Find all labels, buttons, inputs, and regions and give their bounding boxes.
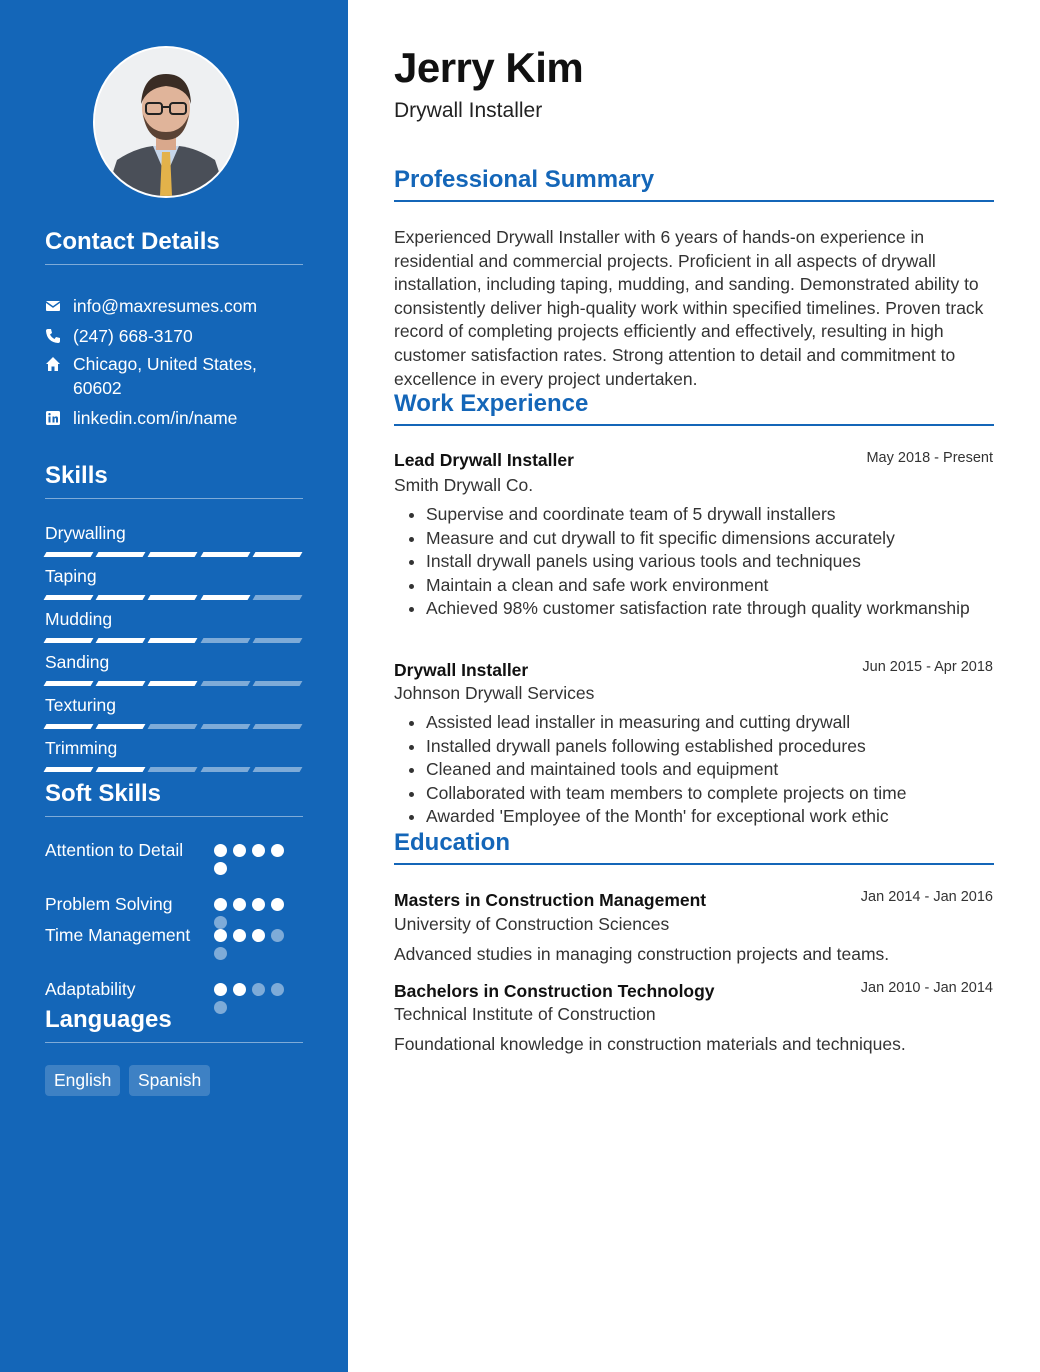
skill-level-bar (45, 724, 301, 729)
skill-name: Mudding (45, 609, 113, 629)
rating-dot (214, 983, 227, 996)
phone-icon (45, 328, 61, 344)
skill-level-segment (200, 681, 250, 686)
rating-dot (233, 983, 246, 996)
job-bullet: • Install drywall panels using various tools and techniques (426, 550, 1036, 574)
skill-level-segment (252, 638, 302, 643)
skill-level-segment (148, 595, 198, 600)
skill-name: Texturing (45, 695, 117, 715)
address-line-1: Chicago, United States, (73, 354, 257, 374)
address-line-2: 60602 (73, 378, 122, 398)
rating-dot (214, 844, 227, 857)
skill-level-segment (44, 724, 94, 729)
soft-skill-rating (214, 844, 294, 875)
rating-dot (233, 844, 246, 857)
experience-heading: Work Experience (394, 390, 994, 426)
candidate-role: Drywall Installer (394, 99, 543, 122)
skill-level-segment (200, 552, 250, 557)
contact-linkedin[interactable] (45, 406, 303, 430)
skill-level-segment (200, 638, 250, 643)
skill-level-segment (200, 724, 250, 729)
skill-level-segment (252, 681, 302, 686)
sidebar (0, 0, 348, 1372)
degree-dates: Jan 2010 - Jan 2014 (860, 980, 993, 996)
job-company: Johnson Drywall Services (394, 683, 595, 703)
skill-level-segment (96, 552, 146, 557)
skill-name: Taping (45, 566, 97, 586)
degree-description: Foundational knowledge in construction materials and techniques. (394, 1034, 906, 1054)
job-bullet: • Supervise and coordinate team of 5 drywall installers (426, 503, 1036, 527)
job-bullet: • Cleaned and maintained tools and equipment (426, 758, 1036, 782)
skill-level-bar (45, 552, 301, 557)
degree-dates: Jan 2014 - Jan 2016 (860, 889, 993, 905)
contact-email-text: info@maxresumes.com (73, 296, 258, 316)
contact-linkedin-text: linkedin.com/in/name (73, 408, 238, 428)
rating-dot (233, 929, 246, 942)
job-bullet: • Installed drywall panels following established procedures (426, 735, 1036, 759)
skill-level-segment (252, 552, 302, 557)
job-bullet: • Awarded 'Employee of the Month' for exceptional work ethic (426, 805, 1036, 829)
rating-dot (252, 929, 265, 942)
contact-details-heading: Contact Details (45, 228, 303, 265)
soft-skill-name: Time Management (45, 925, 191, 945)
home-icon (45, 356, 61, 372)
contact-phone[interactable] (45, 324, 303, 348)
skill-name: Sanding (45, 652, 110, 672)
skill-level-segment (200, 595, 250, 600)
profile-photo (95, 48, 237, 196)
summary-text: Experienced Drywall Installer with 6 years of hands-on experience in residential and commercial projects. Proficient in all aspects of drywall installation, including taping, mudding, and sanding. Demonstrated ability to consistently deliver high-quality work within specified timelines. Proven track record of completing projects efficiently and effectively, resulting in high customer satisfaction rates. Strong attention to detail and commitment to excellence in every project undertaken. (394, 227, 984, 389)
skill-level-segment (148, 638, 198, 643)
rating-dot (214, 898, 227, 911)
soft-skill-name: Problem Solving (45, 894, 173, 914)
skill-level-segment (96, 724, 146, 729)
job-bullet: • Collaborated with team members to complete projects on time (426, 782, 1036, 806)
rating-dot (252, 983, 265, 996)
job-dates: May 2018 - Present (866, 450, 993, 466)
degree-title: Bachelors in Construction Technology (394, 981, 715, 1001)
skill-level-bar (45, 638, 301, 643)
contact-email[interactable] (45, 294, 303, 318)
skill-level-segment (252, 595, 302, 600)
skill-level-segment (148, 681, 198, 686)
skill-level-segment (148, 552, 198, 557)
skill-level-segment (44, 681, 94, 686)
soft-skills-heading: Soft Skills (45, 780, 303, 817)
skill-name: Trimming (45, 738, 118, 758)
envelope-icon (45, 298, 61, 314)
job-bullet: • Assisted lead installer in measuring and cutting drywall (426, 711, 1036, 735)
degree-description: Advanced studies in managing construction projects and teams. (394, 944, 890, 964)
job-bullet: • Maintain a clean and safe work environment (426, 574, 1036, 598)
job-company: Smith Drywall Co. (394, 475, 534, 495)
rating-dot (214, 862, 227, 875)
skill-level-segment (44, 595, 94, 600)
skill-level-segment (96, 595, 146, 600)
job-bullet: • Achieved 98% customer satisfaction rate through quality workmanship (426, 597, 1036, 621)
language-badge-spanish: Spanish (129, 1065, 210, 1096)
contact-address (45, 352, 303, 400)
skill-level-bar (45, 595, 301, 600)
skill-level-bar (45, 767, 301, 772)
rating-dot (214, 929, 227, 942)
skill-level-segment (96, 681, 146, 686)
soft-skill-rating (214, 929, 294, 960)
soft-skill-name: Adaptability (45, 979, 136, 999)
skill-level-segment (44, 767, 94, 772)
candidate-name: Jerry Kim (394, 44, 584, 91)
skill-level-segment (148, 724, 198, 729)
rating-dot (252, 844, 265, 857)
skill-level-segment (148, 767, 198, 772)
summary-heading: Professional Summary (394, 166, 994, 202)
soft-skill-name: Attention to Detail (45, 840, 184, 860)
rating-dot (233, 898, 246, 911)
rating-dot (271, 929, 284, 942)
job-bullets (394, 711, 1036, 829)
skill-level-segment (96, 638, 146, 643)
language-badge-english: English (45, 1065, 120, 1096)
job-title: Drywall Installer (394, 660, 529, 680)
job-title: Lead Drywall Installer (394, 450, 574, 470)
education-heading: Education (394, 829, 994, 865)
skill-name: Drywalling (45, 523, 126, 543)
contact-address-text (73, 352, 257, 400)
rating-dot (271, 844, 284, 857)
skills-heading: Skills (45, 462, 303, 499)
rating-dot (252, 898, 265, 911)
degree-title: Masters in Construction Management (394, 890, 707, 910)
job-bullet: • Measure and cut drywall to fit specific dimensions accurately (426, 527, 1036, 551)
rating-dot (214, 916, 227, 929)
skill-level-segment (44, 552, 94, 557)
rating-dot (271, 983, 284, 996)
contact-phone-text: (247) 668-3170 (73, 326, 193, 346)
skill-level-bar (45, 681, 301, 686)
skill-level-segment (252, 767, 302, 772)
avatar (93, 46, 239, 198)
soft-skill-rating (214, 898, 294, 929)
skill-level-segment (200, 767, 250, 772)
school-name: Technical Institute of Construction (394, 1004, 656, 1024)
skill-level-segment (44, 638, 94, 643)
job-bullets (394, 503, 1036, 621)
rating-dot (214, 947, 227, 960)
skill-level-segment (252, 724, 302, 729)
languages-heading: Languages (45, 1006, 303, 1043)
school-name: University of Construction Sciences (394, 914, 670, 934)
rating-dot (271, 898, 284, 911)
skill-level-segment (96, 767, 146, 772)
job-dates: Jun 2015 - Apr 2018 (862, 659, 993, 675)
linkedin-icon (45, 410, 61, 426)
